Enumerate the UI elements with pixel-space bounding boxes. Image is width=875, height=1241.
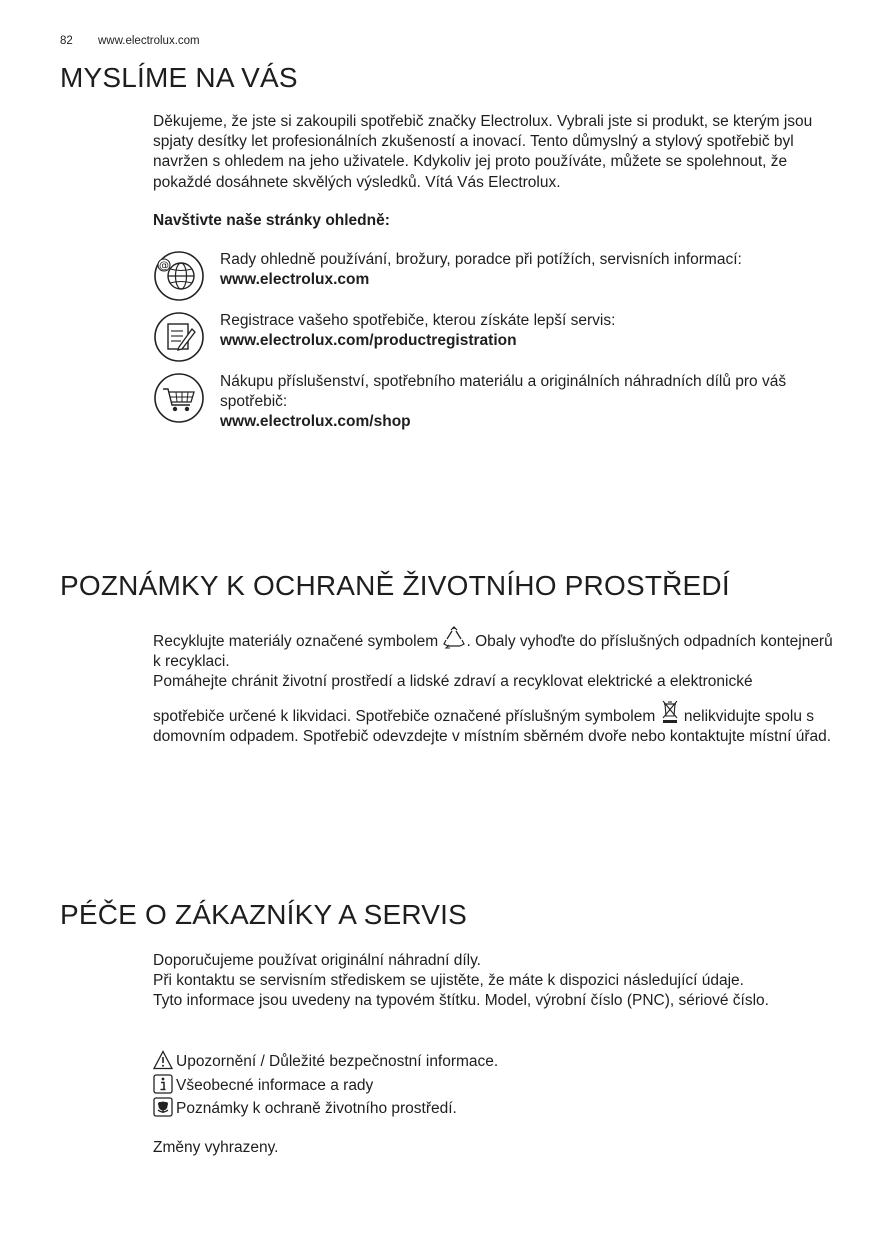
- section-title-environment: POZNÁMKY K OCHRANĚ ŽIVOTNÍHO PROSTŘEDÍ: [60, 570, 730, 601]
- section-title-customer-service: PÉČE O ZÁKAZNÍKY A SERVIS: [60, 899, 468, 930]
- warning-icon: [153, 1050, 173, 1070]
- visit-heading: Navštivte naše stránky ohledně:: [153, 212, 390, 229]
- service-line: Doporučujeme používat originální náhradní díly.: [153, 952, 481, 969]
- service-line: Při kontaktu se servisním střediskem se ujistěte, že máte k dispozici následující údaje.: [153, 972, 744, 990]
- shopping-cart-icon: [153, 372, 205, 424]
- registration-icon: [153, 311, 205, 363]
- weee-bin-icon: [660, 699, 680, 725]
- registration-url-link[interactable]: www.electrolux.com/productregistration: [220, 332, 517, 350]
- shop-url-link[interactable]: www.electrolux.com/shop: [220, 413, 411, 431]
- recycle-icon: [442, 626, 466, 650]
- section-title-thinking-of-you: MYSLÍME NA VÁS: [60, 62, 298, 93]
- legend-item-environment: Poznámky k ochraně životního prostředí.: [153, 1097, 843, 1121]
- page-header: [60, 35, 200, 47]
- legend-item-warning: Upozornění / Důležité bezpečnostní informace.: [153, 1050, 843, 1074]
- service-paragraph: [153, 951, 843, 1012]
- legend-item-info: Všeobecné informace a rady: [153, 1074, 843, 1098]
- shop-link-text: Nákupu příslušenství, spotřebního materiálu a originálních náhradních dílů pro váš spotřebič:: [220, 373, 787, 411]
- environment-icon: [153, 1097, 173, 1117]
- environment-paragraph: Recyklujte materiály označené symbolem . Obaly vyhoďte do příslušných odpadních kontejnerů k recyklaci. Pomáhejte chránit životní prostředí a lidské zdraví a recyklovat elektrické a elektronické spotřebiče určené k likvidaci. Spotřebiče označené příslušným symbolem nelikvidujte spolu s domovním odpadem. Spotřebič odevzdejte v místním sběrném dvoře nebo kontaktujte místní úřad.: [153, 626, 843, 747]
- intro-paragraph: Děkujeme, že jste si zakoupili spotřebič značky Electrolux. Vybrali jste si produkt, se kterým jsou spjaty desítky let profesionálních zkušeností a inovací. Tento důmyslný a stylový spotřebič byl navržen s ohledem na jeho uživatele. Kdykoliv jej proto používáte, můžete se spolehnout, že pokaždé dosáhnete skvělých výsledků. Vítá Vás Electrolux.: [153, 113, 813, 191]
- symbol-legend: [153, 1050, 843, 1121]
- page-number: 82: [60, 35, 73, 47]
- globe-icon: [153, 250, 205, 302]
- service-line: Tyto informace jsou uvedeny na typovém štítku. Model, výrobní číslo (PNC), sériové číslo.: [153, 992, 769, 1010]
- support-url-link[interactable]: www.electrolux.com: [220, 271, 370, 289]
- info-icon: [153, 1074, 173, 1094]
- svg-text:@: @: [159, 260, 169, 272]
- registration-link-text: Registrace vašeho spotřebiče, kterou získáte lepší servis:: [220, 312, 616, 329]
- changes-reserved-note: Změny vyhrazeny.: [153, 1139, 279, 1156]
- support-link-text: Rady ohledně používání, brožury, poradce při potížích, servisních informací:: [220, 251, 742, 268]
- header-site-link[interactable]: www.electrolux.com: [98, 35, 200, 47]
